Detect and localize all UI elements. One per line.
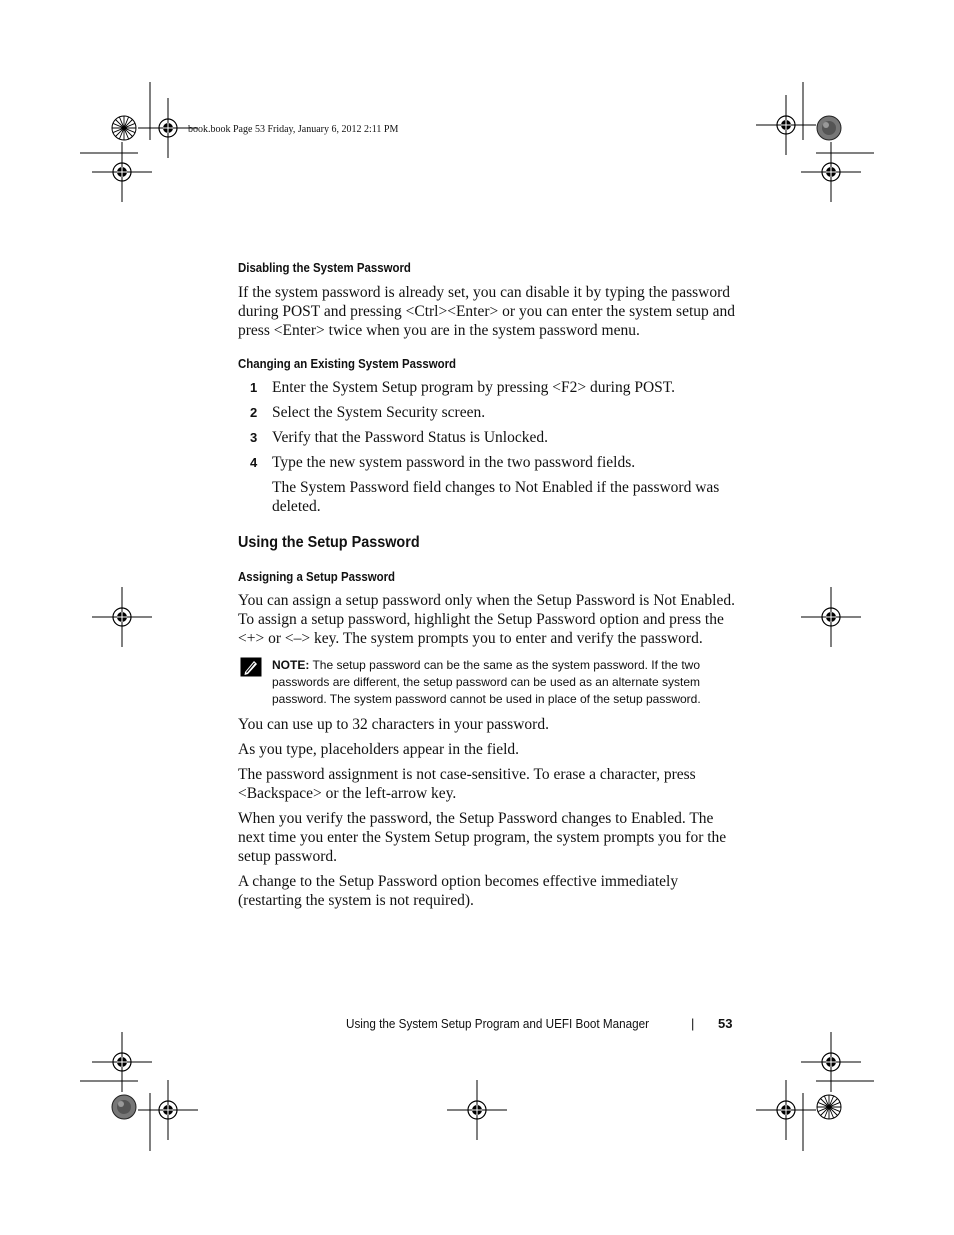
- step-text: is: [465, 429, 484, 446]
- ui-term: Setup Password: [536, 592, 636, 609]
- heading-using-setup-password: Using the Setup Password: [238, 534, 420, 551]
- heading-disabling: Disabling the System Password: [238, 260, 411, 275]
- step-text: field changes to: [408, 479, 515, 496]
- text: A change to the: [238, 873, 339, 890]
- text: You can assign a setup password only when the: [238, 592, 537, 609]
- list-item: [238, 378, 738, 397]
- list-item: [238, 428, 738, 447]
- step-text: if the password was deleted.: [272, 479, 720, 515]
- ui-term: Setup Password: [338, 873, 438, 890]
- paragraph-characters: You can use up to 32 characters in your password.: [238, 716, 549, 733]
- ui-term: Unlocked: [483, 429, 545, 446]
- step-number: 1: [250, 380, 258, 395]
- paragraph-assign-intro: [238, 591, 738, 648]
- step-number: 2: [250, 405, 258, 420]
- step-text: Type the new system password in the two password fields.: [272, 454, 636, 471]
- ui-term: Password Status: [364, 429, 466, 446]
- step-number: 3: [250, 430, 258, 445]
- step-text: .: [544, 429, 548, 446]
- step-text: Select the: [272, 404, 337, 421]
- heading-changing: Changing an Existing System Password: [238, 356, 457, 371]
- list-item: [238, 403, 738, 422]
- footer-separator: |: [691, 1016, 695, 1031]
- paragraph-placeholders: As you type, placeholders appear in the field.: [238, 741, 520, 758]
- page-number: 53: [718, 1016, 733, 1031]
- ui-term: Setup Password: [496, 611, 596, 628]
- note-label: NOTE:: [272, 658, 310, 672]
- text: When you verify the password, the: [238, 810, 459, 827]
- step-text: screen.: [437, 404, 486, 421]
- paragraph-verify: [238, 809, 738, 866]
- page-content: [238, 258, 738, 910]
- text: . The next time you enter the System Setup program, the system prompts you for the setup password.: [238, 810, 727, 865]
- print-slug: book.book Page 53 Friday, January 6, 2012 2:11 PM: [188, 124, 399, 135]
- text: is: [635, 592, 654, 609]
- paragraph-disabling: If the system password is already set, you can disable it by typing the password during POST and pressing <Ctrl><Enter> or you can enter the system setup and press <Enter> twice when you are in the system password menu.: [238, 284, 736, 339]
- paragraph-effective: [238, 872, 738, 910]
- step-text: Enter the System Setup program by pressing <F2> during POST.: [272, 379, 675, 396]
- text: option becomes effective immediately (restarting the system is not required).: [238, 873, 679, 909]
- step-4-followup: [238, 478, 738, 516]
- ui-term: System Password: [299, 479, 409, 496]
- text: changes to: [557, 810, 632, 827]
- ui-term: Not Enabled: [514, 479, 593, 496]
- footer-title: Using the System Setup Program and UEFI Boot Manager: [346, 1016, 650, 1031]
- heading-assigning: Assigning a Setup Password: [238, 569, 396, 584]
- note-text: The setup password can be the same as the system password. If the two passwords are different, the setup password can be used as an alternate system password. The system password cannot be used in place of the setup password.: [272, 658, 701, 706]
- ui-term: Setup Password: [458, 810, 558, 827]
- list-item: [238, 453, 738, 472]
- ui-term: Not Enabled: [653, 592, 732, 609]
- ui-term: Enabled: [631, 810, 682, 827]
- note-box: [238, 657, 738, 708]
- text: . To assign a setup password, highlight the: [238, 592, 735, 628]
- text: option and press the <+> or <–> key. The system prompts you to enter and verify the password.: [238, 611, 724, 647]
- step-text: Verify that the: [272, 429, 365, 446]
- note-pencil-icon: [240, 657, 262, 677]
- paragraph-case-sensitive: The password assignment is not case-sensitive. To erase a character, press <Backspace> or the left-arrow key.: [238, 766, 696, 802]
- steps-list: [238, 378, 738, 516]
- step-text: The: [272, 479, 300, 496]
- ui-term: System Security: [336, 404, 438, 421]
- step-number: 4: [250, 455, 258, 470]
